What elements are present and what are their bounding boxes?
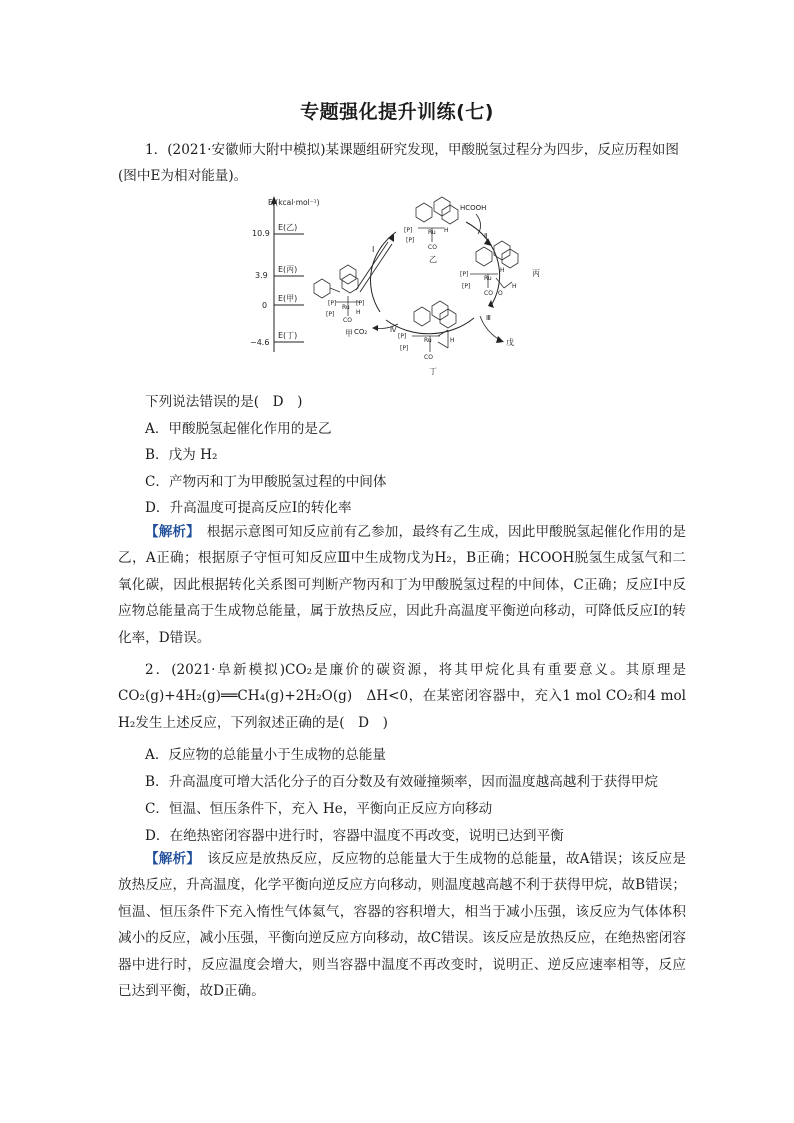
- q1-stem-line1: 1．(2021·安徽师大附中模拟)某课题组研究发现，甲酸脱氢过程分为四步，反应历程如图: [145, 142, 679, 158]
- step-label-4: Ⅳ: [390, 326, 397, 334]
- q1-option-a: A．甲酸脱氢起催化作用的是乙: [145, 421, 332, 437]
- step-label-3: Ⅲ: [486, 314, 491, 322]
- level-label-yi: E(乙): [278, 223, 298, 232]
- complex-ding: [412, 301, 456, 352]
- svg-text:H: H: [512, 283, 517, 290]
- label-wu: 戊: [506, 338, 514, 347]
- q1-analysis: [118, 519, 686, 651]
- svg-text:[P]: [P]: [356, 300, 365, 307]
- q1-question: 下列说法错误的是( D ): [145, 394, 303, 410]
- svg-text:Ru: Ru: [428, 229, 436, 236]
- svg-text:[P]: [P]: [398, 333, 407, 340]
- svg-text:Ru: Ru: [424, 337, 432, 344]
- cycle-arc-right: [466, 222, 500, 304]
- q2-analysis-tag: 【解析】: [145, 851, 194, 867]
- label-ding: 丁: [429, 367, 437, 376]
- svg-text:[P]: [P]: [406, 237, 415, 244]
- q2-analysis: [118, 846, 686, 1004]
- level-label-jia: E(甲): [278, 294, 298, 303]
- level-value-jia: 0: [262, 301, 268, 310]
- svg-text:CO: CO: [424, 354, 433, 361]
- q1-analysis-text: 根据示意图可知反应前有乙参加，最终有乙生成，因此甲酸脱氢起催化作用的是乙，A正确；根据原子守恒可知反应Ⅲ中生成物戊为H₂，B正确；HCOOH脱氢生成氢气和二氧化碳，因此根据转化关系图可判断产物丙和丁为甲酸脱氢过程的中间体，C正确；反应Ⅰ中反应物总能量高于生成物总能量，属于放热反应，因此升高温度平衡逆向移动，可降低反应Ⅰ的转化率，D错误。: [118, 524, 687, 646]
- svg-text:Ru: Ru: [484, 275, 492, 282]
- q2-option-c: C．恒温、恒压条件下，充入 He，平衡向正反应方向移动: [145, 801, 493, 817]
- svg-text:CO: CO: [428, 244, 437, 251]
- q1-option-d: D．升高温度可提高反应Ⅰ的转化率: [145, 500, 352, 516]
- label-yi: 乙: [429, 255, 437, 264]
- level-label-bing: E(丙): [278, 265, 298, 274]
- svg-text:[P]: [P]: [328, 300, 337, 307]
- q2-option-d: D．在绝热密闭容器中进行时，容器中温度不再改变，说明已达到平衡: [145, 828, 564, 844]
- label-bing: 丙: [532, 269, 540, 278]
- q1-option-b: B．戊为 H₂: [145, 447, 218, 463]
- q1-analysis-tag: 【解析】: [145, 524, 193, 540]
- level-label-ding: E(丁): [278, 331, 298, 340]
- level-value-bing: 3.9: [255, 271, 268, 280]
- complex-bing: [470, 241, 518, 288]
- svg-text:[P]: [P]: [326, 311, 335, 318]
- svg-text:[P]: [P]: [462, 283, 471, 290]
- svg-text:O: O: [498, 290, 503, 297]
- reaction-mechanism-figure: [248, 192, 558, 380]
- complex-yi: [416, 197, 458, 242]
- svg-text:[P]: [P]: [460, 271, 469, 278]
- reagent-co2: CO₂: [354, 328, 368, 336]
- page-title: 专题强化提升训练(七): [300, 101, 494, 123]
- level-value-yi: 10.9: [252, 229, 270, 238]
- svg-text:[P]: [P]: [400, 345, 409, 352]
- q2-option-b: B．升高温度可增大活化分子的百分数及有效碰撞频率，因而温度越高越利于获得甲烷: [145, 774, 658, 790]
- svg-text:Ru: Ru: [342, 304, 350, 311]
- axis-label: E/(kcal·mol⁻¹): [268, 198, 320, 207]
- q2-option-a: A．反应物的总能量小于生成物的总能量: [145, 747, 386, 763]
- svg-text:CO: CO: [343, 317, 352, 324]
- svg-text:H: H: [444, 227, 449, 234]
- svg-text:H: H: [450, 337, 455, 344]
- svg-text:CO: CO: [484, 290, 493, 297]
- svg-text:[P]: [P]: [404, 227, 413, 234]
- q2-stem: 2．(2021·阜新模拟)CO₂是廉价的碳资源，将其甲烷化具有重要意义。其原理是CO₂(g)+4H₂(g)══CH₄(g)+2H₂O(g) ΔH<0，在某密闭容器中，充入1 mol CO₂和4 mol H₂发生上述反应，下列叙述正确的是( D ): [118, 662, 686, 731]
- complex-jia: [314, 265, 360, 316]
- svg-text:H: H: [356, 309, 361, 316]
- q1-stem-line2: (图中E为相对能量)。: [118, 168, 248, 184]
- svg-text:H: H: [500, 267, 505, 274]
- step-label-2: Ⅱ: [484, 232, 488, 240]
- step-label-1: Ⅰ: [372, 245, 375, 254]
- level-value-ding: −4.6: [250, 338, 270, 347]
- q1-option-c: C．产物丙和丁为甲酸脱氢过程的中间体: [145, 474, 387, 490]
- label-jia: 甲: [345, 329, 353, 338]
- q2-analysis-text: 该反应是放热反应，反应物的总能量大于生成物的总能量，故A错误；该反应是放热反应，升高温度，化学平衡向逆反应方向移动，则温度越高越不利于获得甲烷，故B错误；恒温、恒压条件下充入惰性气体氦气，容器的容积增大，相当于减小压强，该反应为气体体积减小的反应，减小压强，平衡向逆反应方向移动，故C错误。该反应是放热反应，在绝热密闭容器中进行时，反应温度会增大，则当容器中温度不再改变时，说明正、逆反应速率相等，反应已达到平衡，故D正确。: [118, 851, 687, 1000]
- reagent-hcooh: HCOOH: [460, 204, 487, 212]
- cycle-arc-left: [371, 232, 396, 312]
